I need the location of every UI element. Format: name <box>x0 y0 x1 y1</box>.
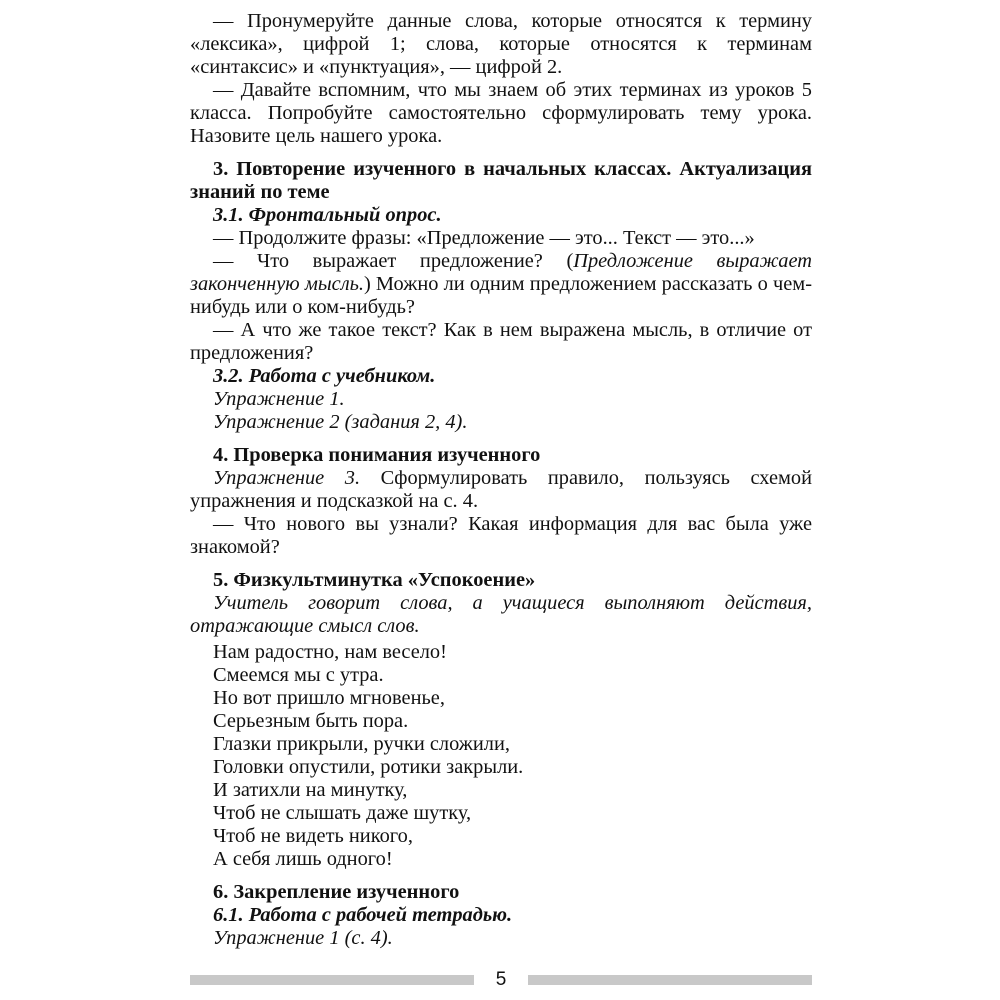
paragraph-teacher-instruction: Учитель говорит слова, а учащиеся выполняют действия, отражающие смысл слов. <box>190 592 812 637</box>
paragraph-what-new: — Что нового вы узнали? Какая информация для вас была уже знакомой? <box>190 513 812 558</box>
subheading-3-1: 3.1. Фронтальный опрос. <box>213 204 442 226</box>
paragraph-recall-terms: — Давайте вспомним, что мы знаем об этих терминах из уроков 5 класса. Попробуйте самостоятельно сформулировать тему урока. Назовите цель нашего урока. <box>190 79 812 147</box>
subheading-6-1: 6.1. Работа с рабочей тетрадью. <box>213 904 513 926</box>
paragraph-numbering-task: — Пронумеруйте данные слова, которые относятся к термину «лексика», цифрой 1; слова, которые относятся к терминам «синтаксис» и «пунктуация», — цифрой 2. <box>190 10 812 78</box>
poem-line: Нам радостно, нам весело! <box>213 641 447 663</box>
footer-bar-left <box>190 975 474 985</box>
page-number: 5 <box>495 969 507 990</box>
exercise-1: Упражнение 1. <box>213 388 345 410</box>
paragraph-4-start: — Что выражает предложение? ( <box>213 250 574 272</box>
exercise-workbook-1: Упражнение 1 (с. 4). <box>213 927 393 949</box>
poem-line: А себя лишь одного! <box>213 848 393 870</box>
exercise-3-label: Упражнение 3. <box>213 467 361 489</box>
poem-line: Серьезным быть пора. <box>213 710 409 732</box>
poem-line: И затихли на минутку, <box>213 779 408 801</box>
poem-line: Но вот пришло мгновенье, <box>213 687 445 709</box>
poem-line: Глазки прикрыли, ручки сложили, <box>213 733 510 755</box>
subheading-3-2: 3.2. Работа с учебником. <box>213 365 436 387</box>
heading-section-4: 4. Проверка понимания изученного <box>213 444 541 466</box>
footer-bar-right <box>528 975 812 985</box>
page-content <box>190 10 812 950</box>
poem-line: Головки опустили, ротики закрыли. <box>213 756 524 778</box>
poem-line: Чтоб не видеть никого, <box>213 825 413 847</box>
exercise-3-text: Сформулировать правило, пользуясь схемой упражнения и подсказкой на с. 4. <box>190 467 812 512</box>
page-footer <box>190 968 812 994</box>
poem-line: Смеемся мы с утра. <box>213 664 384 686</box>
paragraph-continue-phrases: — Продолжите фразы: «Предложение — это... Текст — это...» <box>213 227 755 249</box>
paragraph-what-is-text: — А что же такое текст? Как в нем выражена мысль, в отличие от предложения? <box>190 319 812 364</box>
poem-line: Чтоб не слышать даже шутку, <box>213 802 472 824</box>
poem <box>190 641 812 871</box>
paragraph-what-sentence-expresses <box>190 250 812 319</box>
exercise-2: Упражнение 2 (задания 2, 4). <box>213 411 468 433</box>
heading-section-5: 5. Физкультминутка «Успокоение» <box>213 569 536 591</box>
heading-section-3: 3. Повторение изученного в начальных классах. Актуализация знаний по теме <box>190 158 812 203</box>
paragraph-exercise-3 <box>190 467 812 513</box>
paragraph-4-end: ) Можно ли одним предложением рассказать о чем-нибудь или о ком-нибудь? <box>190 273 812 318</box>
paragraph-4-italic-answer: Предложение выражает законченную мысль. <box>190 250 812 295</box>
heading-section-6: 6. Закрепление изученного <box>213 881 460 903</box>
